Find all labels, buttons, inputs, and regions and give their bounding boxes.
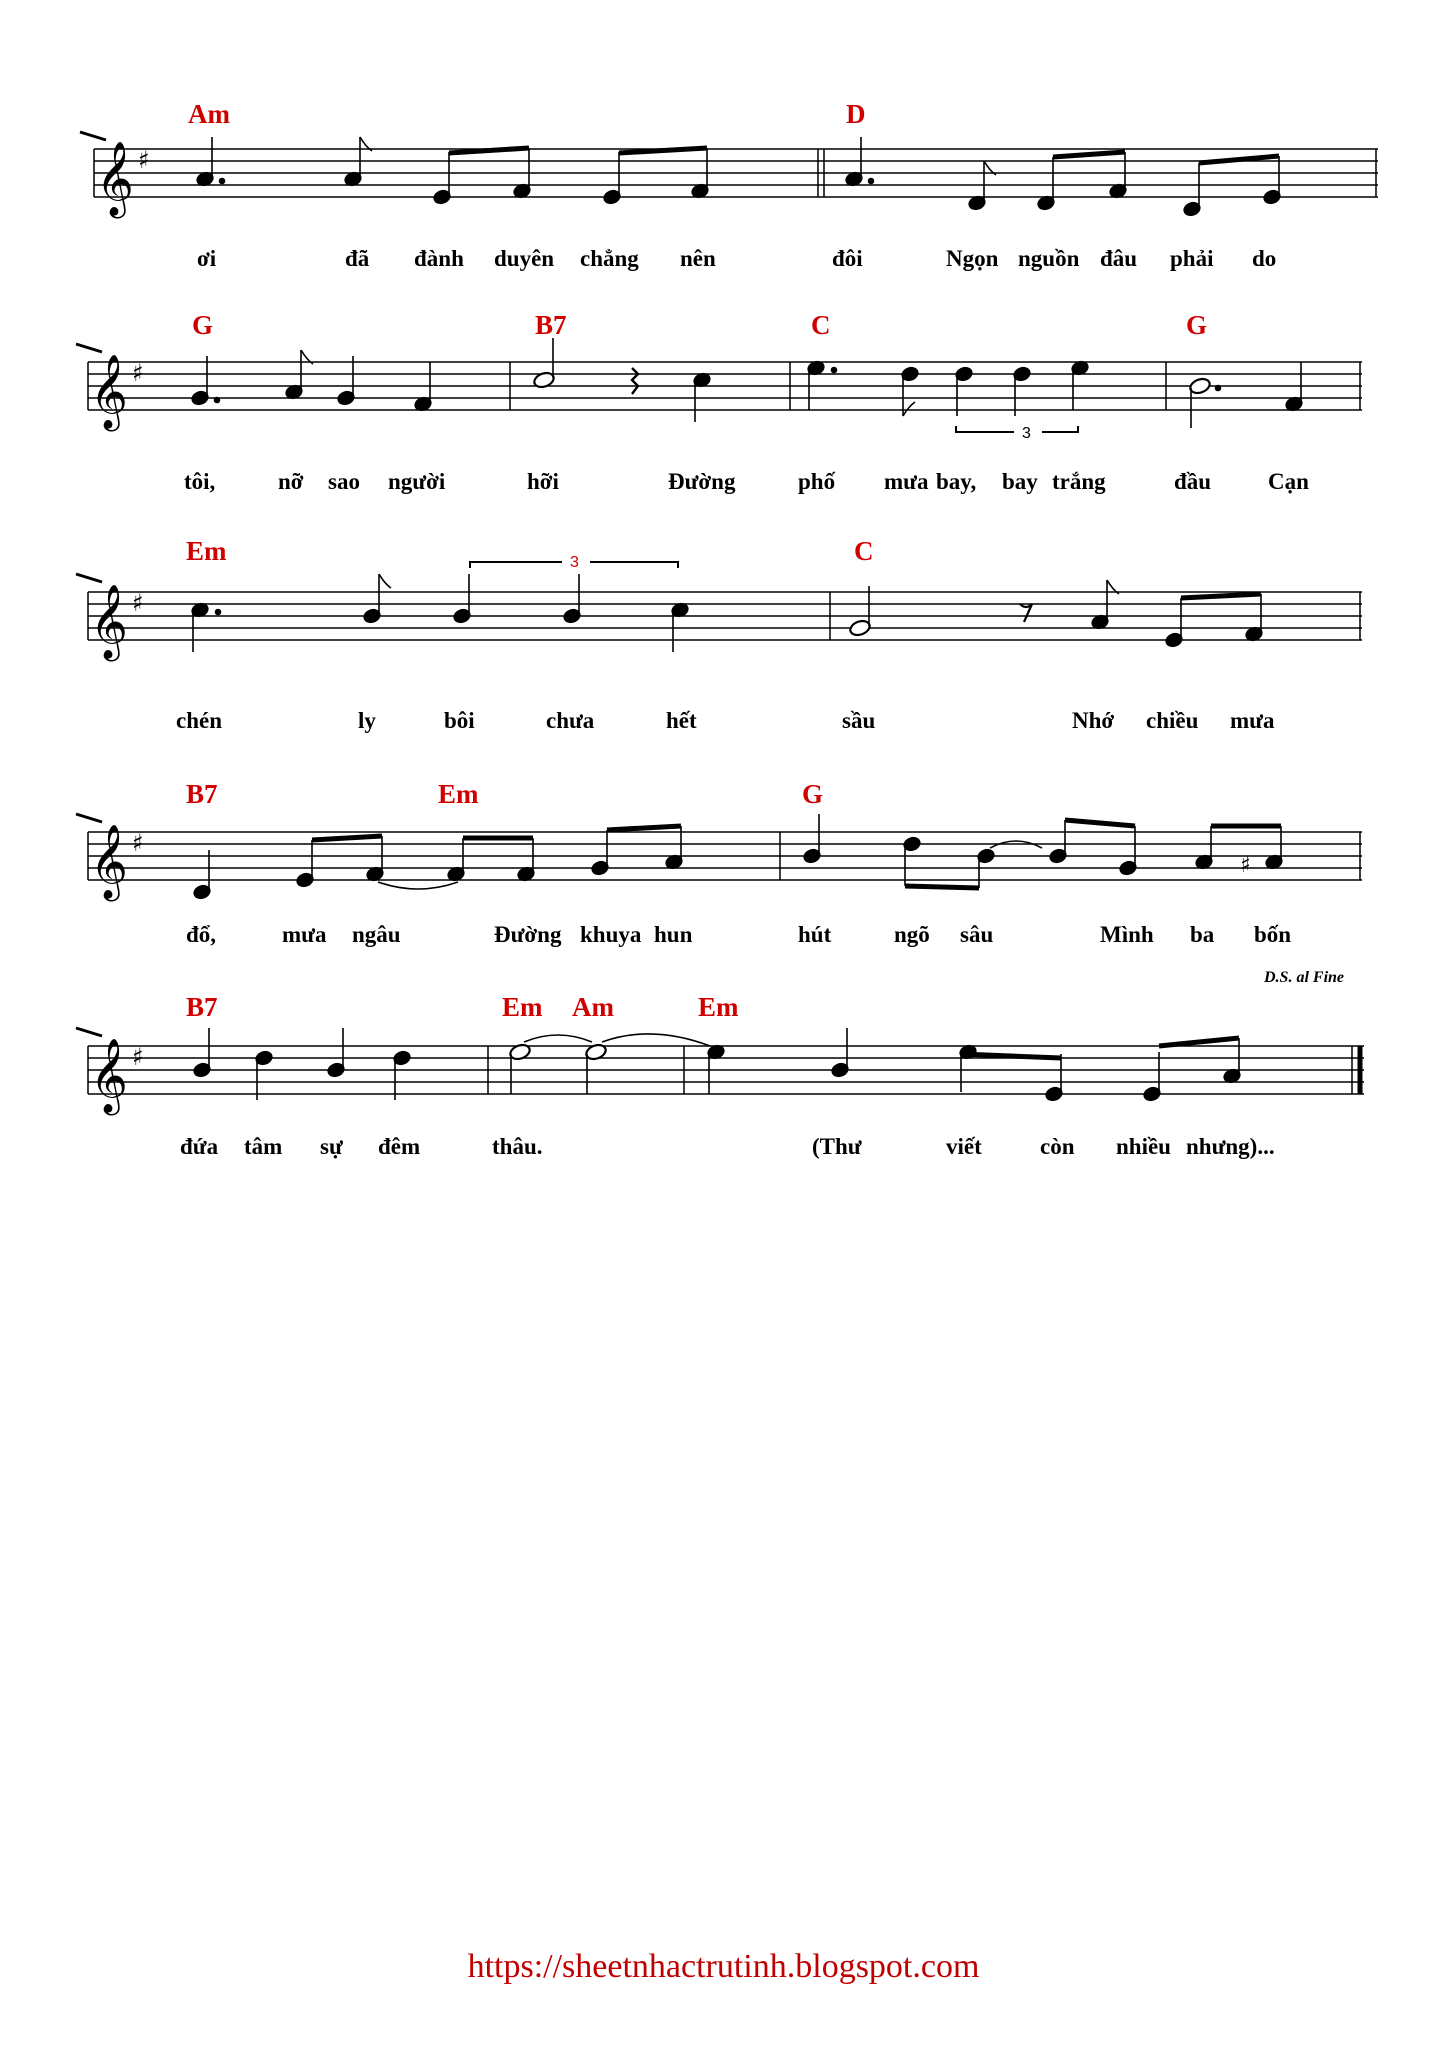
chord-label: B7: [186, 779, 218, 809]
lyric-syllable: duyên: [494, 246, 555, 271]
lyric-syllable: sự: [320, 1134, 343, 1159]
staff-lines: [88, 832, 1362, 880]
chord-label: G: [1186, 310, 1208, 340]
lyric-syllable: sâu: [960, 922, 994, 947]
lyric-syllable: sầu: [842, 708, 876, 733]
lyric-syllable: trắng: [1052, 469, 1106, 494]
notes: [192, 814, 1283, 900]
lyric-syllable: ơi: [197, 246, 217, 271]
lyric-syllable: bay,: [936, 469, 977, 494]
system-tick: [76, 574, 102, 582]
chord-label: C: [811, 310, 831, 340]
chord-label: B7: [535, 310, 567, 340]
lyric-syllable: Nhớ: [1072, 708, 1115, 733]
lyric-syllable: đứa: [180, 1134, 219, 1159]
lyric-syllable: mưa: [884, 469, 929, 494]
chord-label: Am: [572, 992, 614, 1022]
lyric-syllable: đâu: [1100, 246, 1138, 271]
lyric-syllable: bốn: [1254, 922, 1292, 947]
staff-system-4: [76, 779, 1362, 947]
staff-system-2: [76, 310, 1362, 494]
lyric-syllable: do: [1252, 246, 1277, 271]
lyric-syllable: người: [388, 469, 446, 494]
staff-lines: [88, 1046, 1364, 1094]
treble-clef-icon: 𝄞: [90, 825, 128, 899]
staff-lines: [94, 149, 1378, 197]
sharp-accidental-icon: ♯: [1240, 853, 1251, 878]
lyric-syllable: nguồn: [1018, 246, 1080, 271]
lyric-syllable: ba: [1190, 922, 1215, 947]
lyric-syllable: bay: [1002, 469, 1038, 494]
staff-lines: [88, 592, 1362, 640]
lyric-syllable: đôi: [832, 246, 863, 271]
lyric-syllable: mưa: [282, 922, 327, 947]
lyric-syllable: Cạn: [1268, 469, 1309, 494]
staff-system-1: [80, 99, 1378, 271]
lyric-syllable: nỡ: [278, 469, 304, 494]
lyric-syllable: ly: [358, 708, 376, 733]
staff-system-3: [76, 536, 1362, 733]
chord-label: C: [854, 536, 874, 566]
tuplet-bracket: [956, 426, 1078, 432]
lyric-syllable: chẳng: [580, 246, 639, 271]
lyric-syllable: phải: [1170, 246, 1214, 271]
lyric-syllable: hỡi: [527, 469, 559, 494]
key-signature-sharp-icon: ♯: [138, 146, 150, 174]
lyric-syllable: chén: [176, 708, 222, 733]
lyric-syllable: Ngọn: [946, 246, 999, 271]
footer-url-link[interactable]: https://sheetnhactrutinh.blogspot.com: [467, 1948, 980, 1985]
lyric-syllable: hết: [666, 708, 697, 733]
chord-label: Em: [698, 992, 739, 1022]
lyric-syllable: nên: [680, 246, 716, 271]
chord-label: G: [192, 310, 214, 340]
treble-clef-icon: 𝄞: [90, 355, 128, 429]
chord-label: Em: [186, 536, 227, 566]
treble-clef-icon: 𝄞: [96, 142, 134, 216]
lyric-syllable: đêm: [378, 1134, 421, 1159]
key-signature-sharp-icon: ♯: [132, 359, 144, 387]
lyric-syllable: đầu: [1174, 469, 1212, 494]
lyric-syllable: khuya: [580, 922, 642, 947]
staff-system-5: [76, 969, 1364, 1159]
lyric-syllable: chưa: [546, 708, 595, 733]
lyric-syllable: Mình: [1100, 922, 1154, 947]
notes: [192, 1028, 1241, 1102]
lyric-syllable: nhiều: [1116, 1134, 1171, 1159]
lyric-syllable: tôi,: [184, 469, 216, 494]
key-signature-sharp-icon: ♯: [132, 829, 144, 857]
tuplet-number: 3: [1022, 425, 1031, 442]
lyric-syllable: tâm: [244, 1134, 283, 1159]
lyric-syllable: ngõ: [894, 922, 930, 947]
system-tick: [76, 1028, 102, 1036]
key-signature-sharp-icon: ♯: [132, 1043, 144, 1071]
lyric-syllable: đành: [414, 246, 464, 271]
lyric-syllable: đổ,: [186, 922, 217, 947]
key-signature-sharp-icon: ♯: [132, 589, 144, 617]
lyric-syllable: thâu.: [492, 1134, 543, 1159]
system-tick: [80, 132, 106, 140]
chord-label: G: [802, 779, 824, 809]
lyric-syllable: chiều: [1146, 708, 1199, 733]
lyric-syllable: mưa: [1230, 708, 1275, 733]
lyric-syllable: bôi: [444, 708, 475, 733]
treble-clef-icon: 𝄞: [90, 585, 128, 659]
lyric-syllable: đã: [345, 246, 370, 271]
notes: [190, 338, 1303, 428]
treble-clef-icon: 𝄞: [90, 1039, 128, 1113]
lyric-syllable: còn: [1040, 1134, 1075, 1159]
lyric-syllable: phố: [798, 469, 836, 494]
system-tick: [76, 814, 102, 822]
repeat-direction: D.S. al Fine: [1264, 969, 1345, 986]
lyric-syllable: sao: [328, 469, 360, 494]
chord-label: D: [846, 99, 866, 129]
lyric-syllable: Đường: [494, 922, 562, 947]
lyric-syllable: hun: [654, 922, 693, 947]
lyric-syllable: nhưng)...: [1186, 1134, 1275, 1159]
lyric-syllable: hút: [798, 922, 832, 947]
chord-label: Am: [188, 99, 230, 129]
system-tick: [76, 344, 102, 352]
chord-label: B7: [186, 992, 218, 1022]
chord-label: Em: [502, 992, 543, 1022]
tuplet-number: 3: [570, 554, 579, 571]
lyric-syllable: viết: [946, 1134, 982, 1159]
chord-label: Em: [438, 779, 479, 809]
staff-lines: [88, 362, 1362, 410]
lyric-syllable: (Thư: [812, 1134, 862, 1159]
lyric-syllable: ngâu: [352, 922, 401, 947]
lyric-syllable: Đường: [668, 469, 736, 494]
